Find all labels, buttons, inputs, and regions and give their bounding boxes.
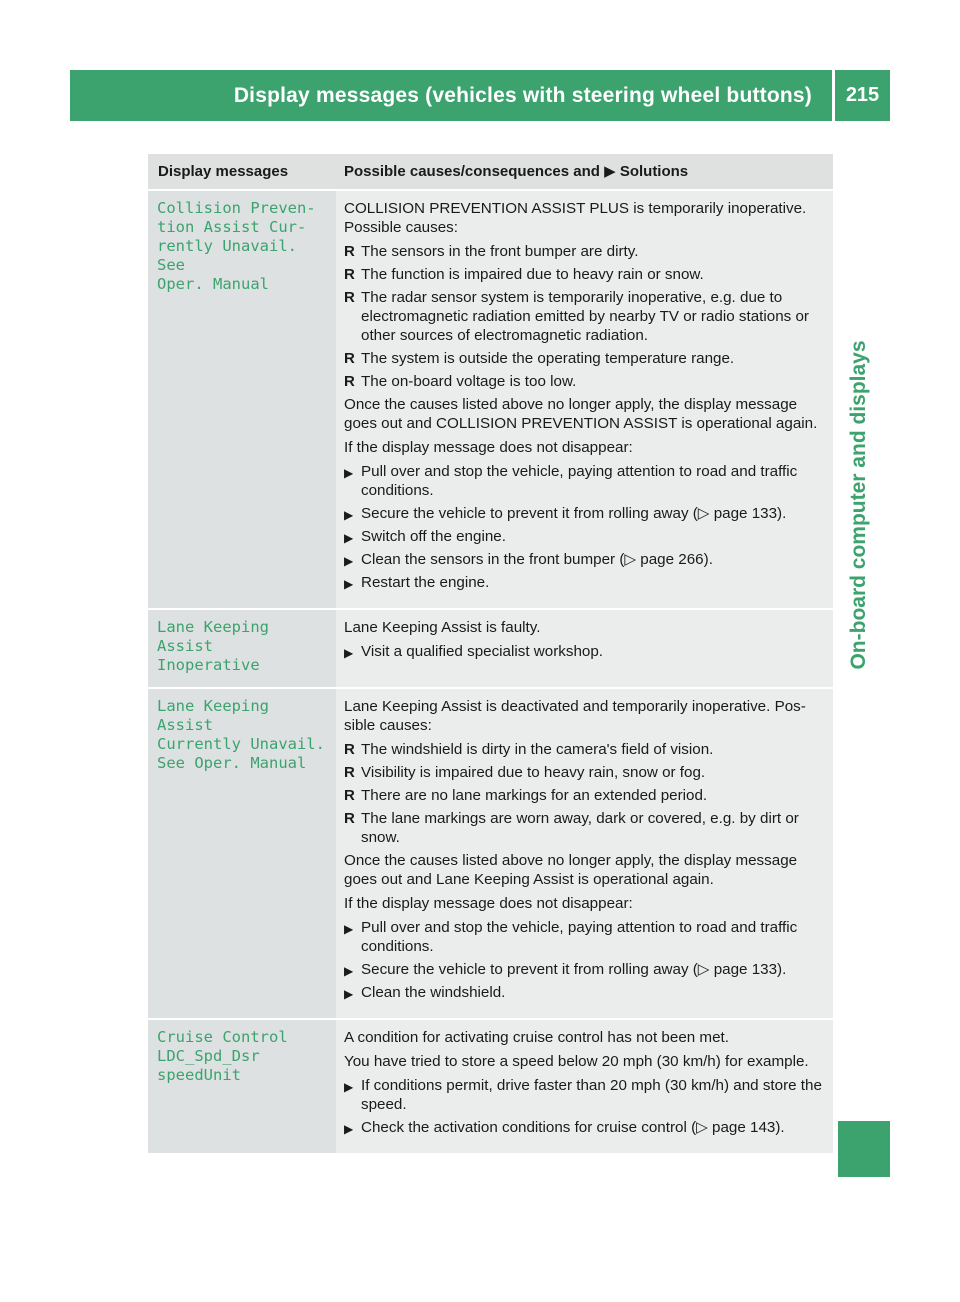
paragraph: Once the causes listed above no longer apply, the display message goes out and COLLISION PREVENTION ASSIST is operational again. — [344, 396, 818, 432]
paragraph: You have tried to store a speed below 20 mph (30 km/h) for example. — [344, 1053, 809, 1070]
action-arrow-icon: ▶ — [344, 531, 354, 545]
action-item — [344, 550, 827, 569]
bullet-item — [344, 242, 827, 261]
bullet-marker-icon: R — [344, 266, 355, 283]
item-text: The system is outside the operating temperature range. — [361, 350, 735, 367]
table-row — [148, 1020, 833, 1155]
bullet-marker-icon: R — [344, 810, 355, 827]
action-arrow-icon: ▶ — [344, 1122, 354, 1136]
item-text: There are no lane markings for an extended period. — [361, 787, 708, 804]
item-text: Clean the windshield. — [361, 984, 506, 1001]
action-arrow-icon: ▶ — [344, 922, 354, 936]
paragraph: If the display message does not disappear: — [344, 439, 633, 456]
paragraph: Once the causes listed above no longer apply, the display message goes out and Lane Keeping Assist is operational again. — [344, 852, 798, 888]
action-item — [344, 960, 827, 979]
table-row — [148, 191, 833, 610]
item-text: Visibility is impaired due to heavy rain, snow or fog. — [361, 764, 706, 781]
column-header: Possible causes/consequences and ▶ Solutions — [336, 154, 833, 191]
paragraph: Lane Keeping Assist is deactivated and temporarily inoperative. Pos‐ sible causes: — [344, 698, 806, 734]
display-messages-table — [148, 154, 833, 1155]
paragraph: If the display message does not disappear: — [344, 895, 633, 912]
bullet-item — [344, 349, 827, 368]
action-item — [344, 527, 827, 546]
item-text: Visit a qualified specialist workshop. — [361, 643, 603, 660]
bullet-marker-icon: R — [344, 741, 355, 758]
action-item — [344, 642, 827, 661]
bullet-item — [344, 809, 827, 847]
column-header: Display messages — [148, 154, 336, 191]
display-message-cell — [148, 191, 336, 610]
item-text: Pull over and stop the vehicle, paying attention to road and traffic conditions. — [361, 463, 798, 499]
item-text: Clean the sensors in the front bumper (▷ page 266). — [361, 551, 713, 568]
bullet-item — [344, 265, 827, 284]
solutions-cell — [336, 1020, 833, 1155]
bullet-marker-icon: R — [344, 787, 355, 804]
bullet-marker-icon: R — [344, 350, 355, 367]
bullet-item — [344, 372, 827, 391]
display-message-text: Collision Preven‐ tion Assist Cur‐ rently Unavail. See Oper. Manual — [157, 199, 316, 293]
bullet-marker-icon: R — [344, 289, 355, 306]
action-arrow-icon: ▶ — [344, 1080, 354, 1094]
display-message-text: Cruise Control LDC_Spd_Dsr speedUnit — [157, 1028, 288, 1084]
action-item — [344, 1118, 827, 1137]
page-header — [70, 70, 890, 121]
paragraph: COLLISION PREVENTION ASSIST PLUS is temporarily inoperative. Possible causes: — [344, 200, 807, 236]
action-item — [344, 462, 827, 500]
bullet-item — [344, 763, 827, 782]
item-text: The on-board voltage is too low. — [361, 373, 577, 390]
paragraph: Lane Keeping Assist is faulty. — [344, 619, 541, 636]
page-title: Display messages (vehicles with steering wheel buttons) — [233, 83, 812, 107]
paragraph: A condition for activating cruise control has not been met. — [344, 1029, 729, 1046]
item-text: Secure the vehicle to prevent it from rolling away (▷ page 133). — [361, 505, 787, 522]
action-item — [344, 504, 827, 523]
item-text: Switch off the engine. — [361, 528, 506, 545]
action-arrow-icon: ▶ — [344, 987, 354, 1001]
display-message-text: Lane Keeping Assist Inoperative — [157, 618, 269, 674]
item-text: The radar sensor system is temporarily inoperative, e.g. due to electromagnetic radiation emitted by nearby TV or radio stations or other sources of electromagnetic radiation. — [361, 289, 809, 344]
action-arrow-icon: ▶ — [344, 466, 354, 480]
action-arrow-icon: ▶ — [344, 508, 354, 522]
display-message-text: Lane Keeping Assist Currently Unavail. See Oper. Manual — [157, 697, 325, 772]
item-text: The windshield is dirty in the camera's field of vision. — [361, 741, 714, 758]
item-text: Pull over and stop the vehicle, paying attention to road and traffic conditions. — [361, 919, 798, 955]
item-text: Check the activation conditions for cruise control (▷ page 143). — [361, 1119, 785, 1136]
action-arrow-icon: ▶ — [344, 554, 354, 568]
chapter-tab-marker — [838, 1121, 890, 1177]
chapter-tab-label: On-board computer and displays — [847, 340, 870, 670]
action-item — [344, 573, 827, 592]
table-row — [148, 689, 833, 1020]
item-text: If conditions permit, drive faster than 20 mph (30 km/h) and store the speed. — [361, 1077, 822, 1113]
display-message-cell — [148, 689, 336, 1020]
item-text: The lane markings are worn away, dark or covered, e.g. by dirt or snow. — [361, 810, 799, 846]
action-item — [344, 918, 827, 956]
action-arrow-icon: ▶ — [344, 577, 354, 591]
item-text: Secure the vehicle to prevent it from rolling away (▷ page 133). — [361, 961, 787, 978]
bullet-marker-icon: R — [344, 373, 355, 390]
display-message-cell — [148, 610, 336, 689]
page-number: 215 — [845, 84, 880, 106]
action-item — [344, 983, 827, 1002]
solutions-cell — [336, 610, 833, 689]
table-row — [148, 610, 833, 689]
item-text: The sensors in the front bumper are dirty. — [361, 243, 639, 260]
bullet-item — [344, 288, 827, 345]
table-header-row — [148, 154, 833, 191]
solutions-cell — [336, 191, 833, 610]
action-item — [344, 1076, 827, 1114]
bullet-marker-icon: R — [344, 243, 355, 260]
display-message-cell — [148, 1020, 336, 1155]
bullet-marker-icon: R — [344, 764, 355, 781]
solutions-cell — [336, 689, 833, 1020]
item-text: The function is impaired due to heavy rain or snow. — [361, 266, 704, 283]
action-arrow-icon: ▶ — [344, 964, 354, 978]
bullet-item — [344, 786, 827, 805]
bullet-item — [344, 740, 827, 759]
item-text: Restart the engine. — [361, 574, 490, 591]
action-arrow-icon: ▶ — [344, 646, 354, 660]
